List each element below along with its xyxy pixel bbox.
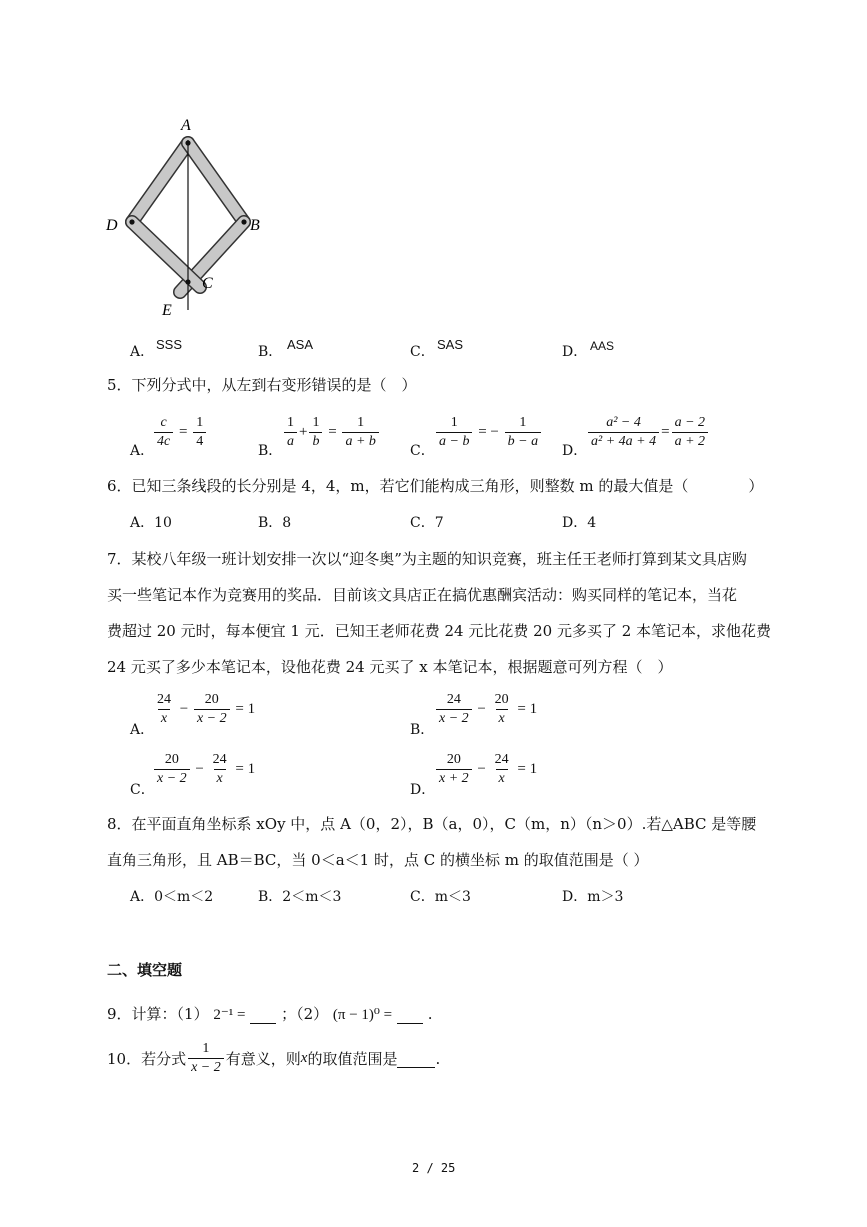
q7-option-c-label: C． — [130, 782, 155, 798]
q7-option-b-expr: $\frac{24}{x - 2}$ − $\frac{20}{x}$ = 1 — [434, 691, 537, 728]
q4-option-b-text: ASA — [287, 337, 314, 352]
pin-c — [185, 279, 190, 284]
q5-stem: 5．下列分式中，从左到右变形错误的是（ ） — [107, 376, 417, 394]
strip-ab — [188, 143, 244, 222]
label-b: B — [250, 217, 260, 234]
q4-option-b-label: B． — [258, 344, 283, 360]
q7-line-1: 7．某校八年级一班计划安排一次以“迎冬奥”为主题的知识竞赛，班主任王老师打算到某文具店购 — [107, 550, 747, 568]
label-e: E — [162, 302, 172, 319]
q7-line-2: 买一些笔记本作为竞赛用的奖品．目前该文具店正在搞优惠酬宾活动：购买同样的笔记本，当花 — [107, 586, 738, 604]
q9-blank-1[interactable] — [250, 1005, 276, 1024]
q7-line-4: 24 元买了多少本笔记本，设他花费 24 元买了 x 本笔记本，根据题意可列方程（ ） — [107, 658, 673, 676]
label-c: C — [202, 275, 213, 292]
q8-line-2: 直角三角形，且 AB＝BC，当 0＜a＜1 时，点 C 的横坐标 m 的取值范围是（ ） — [107, 851, 649, 869]
q5-option-d-label: D． — [562, 443, 588, 459]
q10-blank[interactable] — [397, 1049, 435, 1068]
q6-option-c: C．7 — [410, 515, 444, 531]
q8-option-c: C．m＜3 — [410, 889, 471, 905]
pin-d — [129, 219, 134, 224]
q7-option-c-expr: $\frac{20}{x - 2}$ − $\frac{24}{x}$ = 1 — [152, 751, 255, 788]
q10: 10．若分式 $\frac{1}{x - 2}$ 有意义，则 x 的取值范围是 . — [107, 1041, 441, 1075]
q4-option-d-text: AAS — [590, 339, 615, 353]
section-title: 二、填空题 — [107, 961, 183, 979]
q6-stem: 6．已知三条线段的长分别是 4，4，m，若它们能构成三角形，则整数 m 的最大值是（ ） — [107, 477, 764, 495]
q4-option-a-label: A． — [130, 344, 155, 360]
q6-option-d: D．4 — [562, 515, 597, 531]
q6-option-b: B．8 — [258, 515, 292, 531]
strip-ad — [132, 143, 188, 222]
q10-fraction: $\frac{1}{x - 2}$ — [188, 1040, 224, 1077]
pin-b — [241, 219, 246, 224]
q9: 9．计算：（1） 2⁻¹ = ；（2） (π − 1)⁰ = . — [107, 1005, 433, 1023]
strip-dc — [132, 222, 200, 287]
q9-expr-2: (π − 1)⁰ = — [332, 1007, 393, 1023]
q8-option-b: B．2＜m＜3 — [258, 889, 342, 905]
q7-line-3: 费超过 20 元时，每本便宜 1 元．已知王老师花费 24 元比花费 20 元多买了 2 本笔记本，求他花费 — [107, 622, 772, 640]
q8-option-d: D．m＞3 — [562, 889, 624, 905]
kite-figure — [100, 112, 280, 322]
page-number: 2 / 25 — [412, 1161, 456, 1175]
q4-option-c-text: SAS — [437, 337, 464, 352]
q9-blank-2[interactable] — [397, 1005, 423, 1024]
q7-option-a-expr: $\frac{24}{x}$ − $\frac{20}{x - 2}$ = 1 — [157, 692, 256, 726]
q9-expr-1: 2⁻¹ = — [213, 1007, 246, 1023]
q7-option-a-label: A． — [130, 722, 155, 738]
q7-option-d-expr: $\frac{20}{x + 2}$ − $\frac{24}{x}$ = 1 — [434, 751, 537, 788]
q8-line-1: 8．在平面直角坐标系 xOy 中，点 A（0，2），B（a，0），C（m，n）（n＞0）.若△ABC 是等腰 — [107, 815, 757, 833]
q4-option-a-text: SSS — [156, 337, 183, 352]
q7-option-b-label: B． — [410, 722, 435, 738]
q8-option-a: A．0＜m＜2 — [130, 889, 214, 905]
q5-option-c-expr: $\frac{1}{a - b}$ = − $\frac{1}{b - a}$ — [434, 414, 543, 451]
q5-option-a-expr: $\frac{c}{4c}$ = $\frac{1}{4}$ — [152, 414, 208, 451]
q6-option-a: A．10 — [130, 515, 172, 531]
q4-option-d-label: D． — [562, 344, 588, 360]
q5-option-b-label: B． — [258, 443, 283, 459]
q5-option-b-expr: $\frac{1}{a}$ + $\frac{1}{b}$ = $\frac{1}{a + b}$ — [282, 414, 381, 451]
q5-option-a-label: A． — [130, 443, 155, 459]
pin-a — [185, 140, 190, 145]
q4-option-c-label: C． — [410, 344, 435, 360]
label-d: D — [106, 217, 118, 234]
q5-option-c-label: C． — [410, 443, 435, 459]
q5-option-d-expr: $\frac{\text{a² − 4}}{\text{a² + 4a + 4}}$ = $\frac{a - 2}{a + 2}$ — [586, 414, 710, 451]
q7-option-d-label: D． — [410, 782, 436, 798]
label-a: A — [181, 117, 191, 134]
